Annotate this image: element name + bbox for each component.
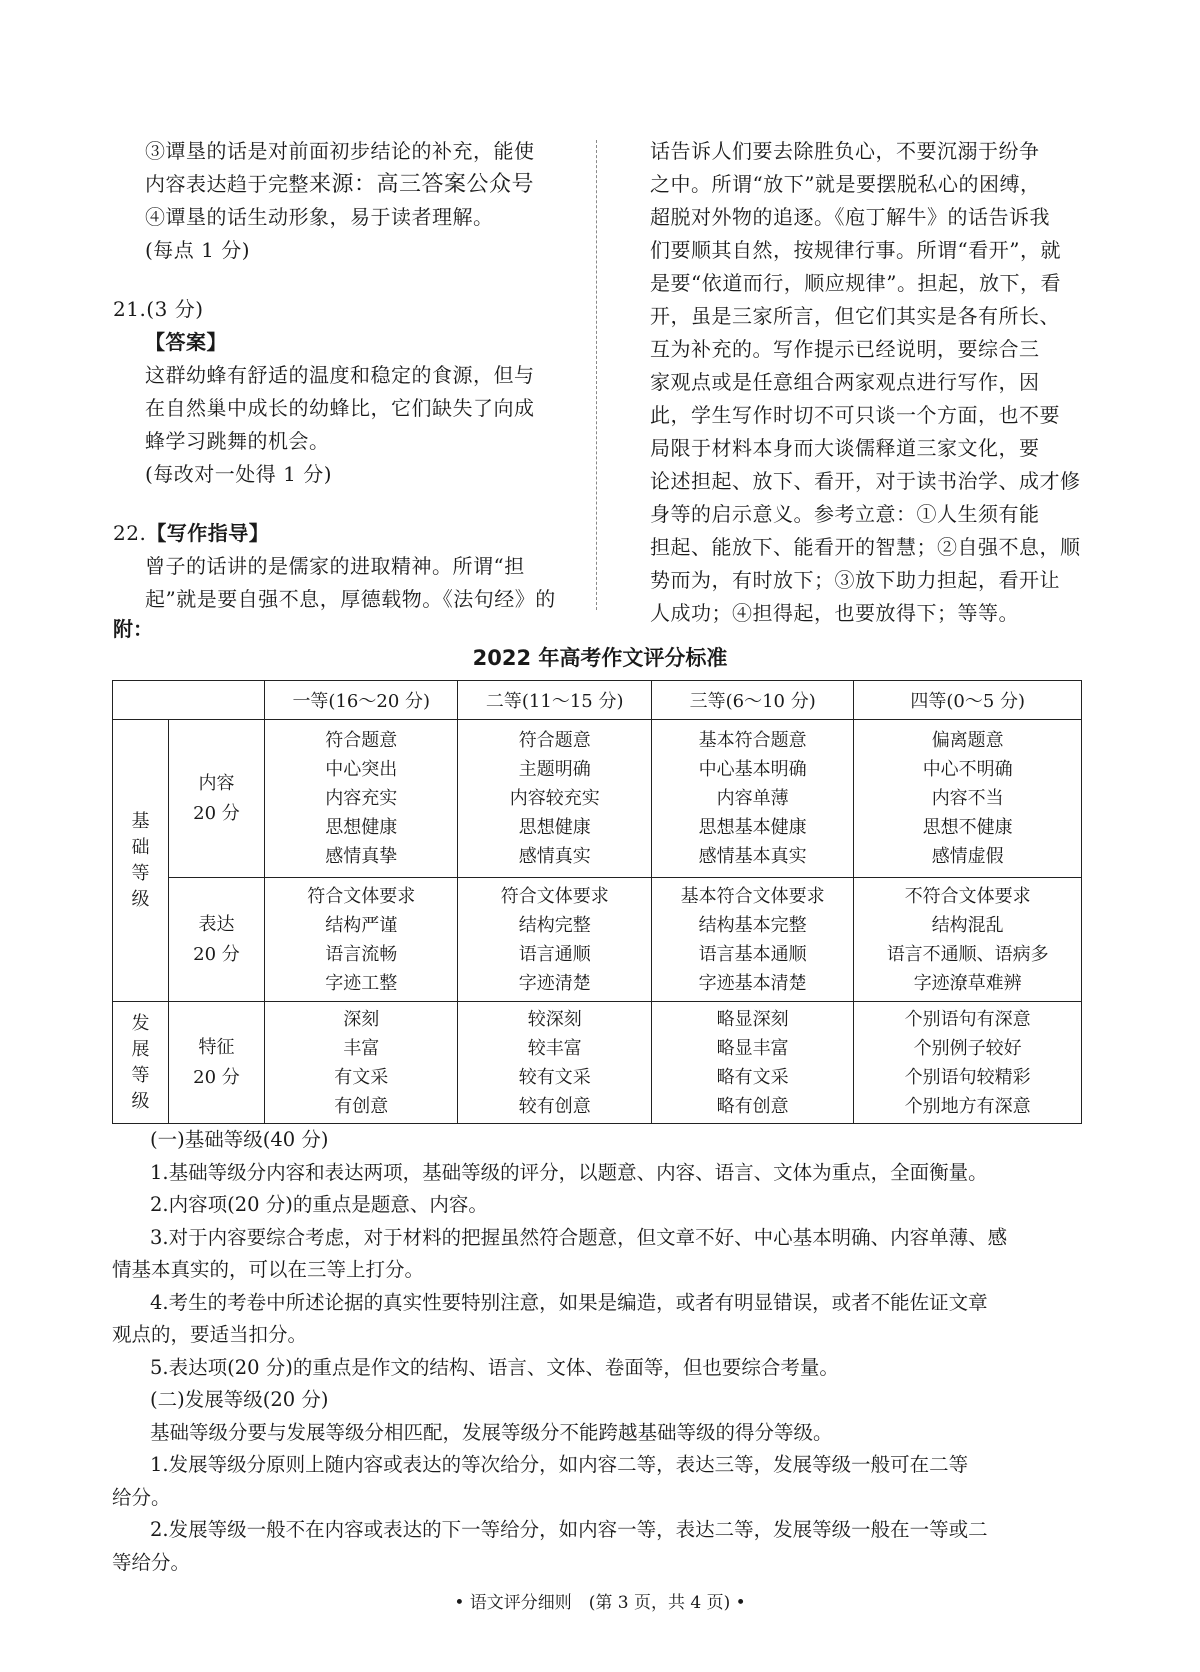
note-line: 2.发展等级一般不在内容或表达的下一等给分，如内容一等，表达二等，发展等级一般在一等或二 [150, 1518, 988, 1541]
note-line: (二)发展等级(20 分) [150, 1388, 329, 1411]
q21-answer-label: 【答案】 [145, 330, 227, 354]
cell-text: 结构完整 [518, 914, 591, 936]
cell-text: 较丰富 [527, 1037, 582, 1059]
cell-text: 符合文体要求 [500, 885, 609, 907]
cell-text: 有文采 [334, 1066, 389, 1088]
cell-text: 感情虚假 [931, 846, 1004, 867]
row-label-content-score: 20 分 [193, 802, 240, 824]
note-line: 基础等级分要与发展等级分相匹配，发展等级分不能跨越基础等级的得分等级。 [150, 1420, 833, 1444]
cell-text: 感情真挚 [325, 846, 398, 867]
cell-text: 结构混乱 [931, 914, 1004, 936]
q22-label: 【写作指导】 [146, 521, 270, 545]
header-blank [113, 681, 265, 720]
cell-expression-grade-4 [854, 878, 1082, 1002]
cell-text: 个别地方有深意 [904, 1095, 1031, 1117]
cell-text: 略显丰富 [716, 1037, 789, 1059]
row-label-content-name: 内容 [198, 772, 235, 794]
row-label-expression-score: 20 分 [193, 943, 240, 965]
cell-text: 中心突出 [325, 759, 398, 780]
cell-text: 字迹清楚 [518, 972, 591, 994]
cell-text: 不符合文体要求 [904, 885, 1031, 907]
group-basic-label: 基础等级 [131, 810, 150, 910]
cell-expression-grade-2 [458, 878, 651, 1002]
item20-line-2 [145, 168, 585, 201]
cell-text: 思想健康 [518, 817, 591, 838]
header-grade-1: 一等(16～20 分) [265, 681, 458, 720]
cell-text: 基本符合题意 [698, 730, 807, 751]
scoring-notes [112, 1124, 1082, 1579]
cell-text: 语言通顺 [518, 943, 591, 965]
cell-text: 结构严谨 [325, 914, 398, 936]
cell-text: 思想不健康 [922, 817, 1013, 838]
note-line: 情基本真实的，可以在三等上打分。 [112, 1258, 425, 1281]
cell-text: 基本符合文体要求 [680, 885, 825, 907]
right-line-12: 身等的启示意义。参考立意：①人生须有能 [650, 502, 1040, 526]
cell-text: 字迹基本清楚 [698, 972, 807, 994]
right-line-4: 们要顺其自然，按规律行事。所谓“看开”，就 [650, 238, 1061, 262]
item20-line-3: ④谭垦的话生动形象，易于读者理解。 [145, 205, 494, 229]
right-column [650, 135, 1082, 630]
cell-text: 中心基本明确 [698, 759, 807, 780]
item20-line-1: ③谭垦的话是对前面初步结论的补充，能使 [145, 139, 535, 163]
right-line-10: 局限于材料本身而大谈儒释道三家文化，要 [650, 436, 1040, 460]
q22-number: 22. [113, 521, 147, 545]
group-dev-label: 发展等级 [131, 1012, 150, 1112]
note-line: (一)基础等级(40 分) [150, 1128, 329, 1151]
row-label-feature [169, 1002, 265, 1124]
cell-text: 思想基本健康 [698, 817, 807, 838]
cell-feature-grade-1 [265, 1002, 458, 1124]
q21-answer-line-2: 在自然巢中成长的幼蜂比，它们缺失了向成 [145, 396, 535, 420]
table-header-row [113, 681, 1082, 720]
group-basic [113, 720, 169, 1002]
cell-feature-grade-2 [458, 1002, 651, 1124]
right-line-15: 人成功；④担得起，也要放得下；等等。 [650, 601, 1019, 625]
right-line-6: 开，虽是三家所言，但它们其实是各有所长、 [650, 304, 1060, 328]
cell-text: 丰富 [343, 1037, 380, 1059]
cell-text: 个别语句较精彩 [904, 1066, 1031, 1088]
q22-line-2: 起”就是要自强不息，厚德载物。《法句经》的 [145, 587, 556, 611]
cell-text: 略有创意 [716, 1095, 789, 1117]
row-label-expression-name: 表达 [198, 913, 235, 935]
right-line-2: 之中。所谓“放下”就是要摆脱私心的困缚， [650, 172, 1041, 196]
right-line-5: 是要“依道而行，顺应规律”。担起，放下，看 [650, 271, 1061, 295]
cell-text: 较有创意 [518, 1095, 591, 1117]
cell-text: 字迹潦草难辨 [913, 972, 1022, 994]
cell-text: 符合题意 [518, 730, 591, 751]
row-label-feature-name: 特征 [198, 1036, 235, 1058]
cell-text: 内容较充实 [509, 788, 600, 809]
cell-text: 语言不通顺、语病多 [886, 943, 1049, 965]
note-line: 给分。 [112, 1485, 171, 1509]
table-row-expression [113, 878, 1082, 1002]
source-note: 来源：高三答案公众号 [309, 172, 535, 197]
cell-text: 符合文体要求 [307, 885, 416, 907]
row-label-expression [169, 878, 265, 1002]
right-line-8: 家观点或是任意组合两家观点进行写作，因 [650, 370, 1040, 394]
group-dev [113, 1002, 169, 1124]
cell-expression-grade-1 [265, 878, 458, 1002]
cell-text: 较有文采 [518, 1066, 591, 1088]
note-line: 5.表达项(20 分)的重点是作文的结构、语言、文体、卷面等，但也要综合考量。 [150, 1355, 839, 1379]
cell-text: 有创意 [334, 1095, 389, 1117]
note-line: 2.内容项(20 分)的重点是题意、内容。 [150, 1193, 488, 1216]
grading-table [112, 680, 1082, 1124]
cell-content-grade-2 [458, 720, 651, 878]
right-line-13: 担起、能放下、能看开的智慧；②自强不息，顺 [650, 535, 1081, 559]
appendix-label: 附： [113, 617, 153, 641]
cell-text: 较深刻 [527, 1008, 582, 1030]
cell-text: 符合题意 [325, 730, 398, 751]
note-line: 1.基础等级分内容和表达两项，基础等级的评分，以题意、内容、语言、文体为重点，全面衡量。 [150, 1160, 988, 1184]
cell-text: 内容不当 [931, 788, 1004, 809]
cell-text: 深刻 [343, 1008, 380, 1030]
note-line: 4.考生的考卷中所述论据的真实性要特别注意，如果是编造，或者有明显错误，或者不能佐证文章 [150, 1290, 988, 1314]
cell-content-grade-3 [651, 720, 853, 878]
cell-text: 思想健康 [325, 817, 398, 838]
header-grade-3: 三等(6～10 分) [651, 681, 853, 720]
cell-text: 结构基本完整 [698, 914, 807, 936]
cell-feature-grade-4 [854, 1002, 1082, 1124]
right-line-14: 势而为，有时放下；③放下助力担起，看开让 [650, 568, 1060, 592]
row-label-feature-score: 20 分 [193, 1066, 240, 1088]
cell-text: 个别例子较好 [913, 1037, 1022, 1059]
cell-text: 略显深刻 [716, 1008, 789, 1030]
cell-feature-grade-3 [651, 1002, 853, 1124]
table-row-feature [113, 1002, 1082, 1124]
cell-text: 语言基本通顺 [698, 943, 807, 965]
left-column [113, 135, 585, 616]
note-line: 3.对于内容要综合考虑，对于材料的把握虽然符合题意，但文章不好、中心基本明确、内容单薄、感 [150, 1225, 1008, 1249]
cell-text: 语言流畅 [325, 943, 398, 965]
q21-score: (每改对一处得 1 分) [145, 462, 333, 486]
right-line-3: 超脱对外物的追逐。《庖丁解牛》的话告诉我 [650, 205, 1050, 229]
q22-line-1: 曾子的话讲的是儒家的进取精神。所谓“担 [145, 554, 525, 578]
right-line-9: 此，学生写作时切不可只谈一个方面，也不要 [650, 403, 1060, 427]
row-label-content [169, 720, 265, 878]
q22-heading [113, 517, 585, 550]
cell-text: 个别语句有深意 [904, 1008, 1031, 1030]
note-line: 1.发展等级分原则上随内容或表达的等次给分，如内容二等，表达三等，发展等级一般可在二等 [150, 1453, 969, 1476]
cell-text: 字迹工整 [325, 972, 398, 994]
cell-expression-grade-3 [651, 878, 853, 1002]
note-line: 观点的，要适当扣分。 [112, 1323, 308, 1346]
right-line-11: 论述担起、放下、看开，对于读书治学、成才修 [650, 469, 1081, 493]
cell-text: 略有文采 [716, 1066, 789, 1088]
cell-text: 中心不明确 [922, 759, 1013, 780]
header-grade-2: 二等(11～15 分) [458, 681, 651, 720]
item20-line-2-text: 内容表达趋于完整 [145, 172, 309, 196]
table-title: 2022 年高考作文评分标准 [472, 646, 728, 670]
right-line-1: 话告诉人们要去除胜负心，不要沉溺于纷争 [650, 139, 1040, 163]
cell-text: 主题明确 [518, 759, 591, 780]
cell-text: 偏离题意 [931, 730, 1004, 751]
note-line: 等给分。 [112, 1550, 191, 1574]
cell-content-grade-4 [854, 720, 1082, 878]
column-divider [596, 140, 597, 610]
q21-answer-line-1: 这群幼蜂有舒适的温度和稳定的食源，但与 [145, 363, 535, 387]
cell-content-grade-1 [265, 720, 458, 878]
right-line-7: 互为补充的。写作提示已经说明，要综合三 [650, 337, 1040, 361]
q21-answer-line-3: 蜂学习跳舞的机会。 [145, 429, 330, 453]
cell-text: 感情真实 [518, 846, 591, 867]
q21-number: 21.(3 分) [113, 297, 204, 321]
page-footer: • 语文评分细则 (第 3 页，共 4 页) • [454, 1593, 746, 1613]
cell-text: 感情基本真实 [698, 846, 807, 867]
header-grade-4: 四等(0～5 分) [854, 681, 1082, 720]
cell-text: 内容充实 [325, 788, 398, 809]
cell-text: 内容单薄 [716, 788, 789, 809]
item20-score: (每点 1 分) [145, 238, 251, 262]
table-row-content [113, 720, 1082, 878]
